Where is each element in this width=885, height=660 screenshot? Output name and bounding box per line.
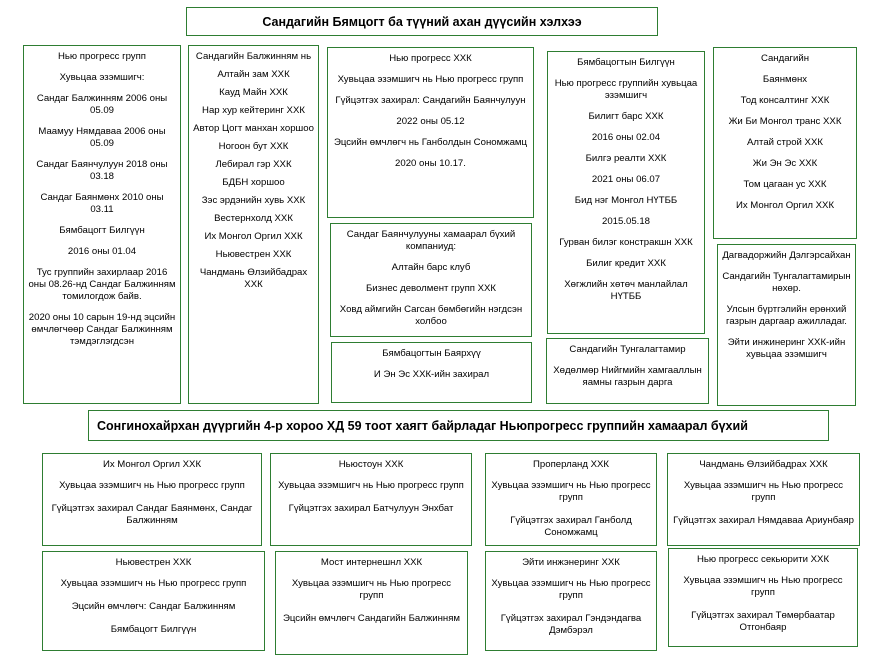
box-heading: Мост интернешнл ХХК: [320, 557, 423, 568]
box-most-international: [275, 551, 468, 655]
box-text-line: Хувьцаа эзэмшигч нь Нью прогресс групп: [60, 577, 247, 589]
box-text-line: Ховд аймгийн Сагсан бөмбөгийн нэгдсэн холбоо: [339, 303, 523, 327]
box-text-line: Гүйцэтгэх захирал Гэндэндагва Дэмбэрэл: [500, 612, 642, 636]
box-text-line: Гүйцэтгэх захирал Нямдаваа Ариунбаяр: [673, 514, 854, 526]
box-text-line: Сандаг Баянмөнх 2010 оны 03.11: [40, 191, 164, 215]
box-heading: Их Монгол Оргил ХХК: [102, 459, 202, 470]
box-heading: Бямбацогтын Билгүүн: [577, 57, 675, 68]
box-text-line: 2016 оны 01.04: [67, 245, 137, 257]
box-bilguun: [547, 51, 705, 334]
box-heading: Ньюстоун ХХК: [338, 459, 404, 470]
box-heading: Чандмань Өлзийбадрах ХХК: [699, 459, 828, 470]
box-text-line: Эцсийн өмчлөгч Сандагийн Балжинням: [283, 612, 460, 624]
box-text-line: Маамуу Нямдаваа 2006 оны 05.09: [38, 125, 166, 149]
box-text-line: Бямбацогт Билгүүн: [59, 224, 145, 236]
box-heading: Сандагийн Тунгалагтамир: [569, 344, 686, 355]
box-tungalagtamir: [546, 338, 709, 404]
box-text-line: БДБН хоршоо: [222, 176, 285, 188]
box-text-line: Зэс эрдэнийн хувь ХХК: [201, 194, 306, 206]
box-text-line: Чандмань Өлзийбадрах ХХК: [199, 266, 308, 290]
box-text-line: Хувьцаа эзэмшигч нь Нью прогресс групп: [337, 73, 524, 85]
diagram-title: Сандагийн Бямцогт ба түүний ахан дүүсийн хэлхээ: [186, 7, 658, 36]
box-eity-engineering: [485, 551, 657, 651]
box-text-line: Том цагаан ус ХХК: [743, 178, 827, 190]
box-text-line: Тод консалтинг ХХК: [740, 94, 830, 106]
box-text-line: 2021 оны 06.07: [591, 173, 661, 185]
box-text-line: Бизнес деволмент групп ХХК: [365, 282, 497, 294]
box-heading: Нью прогресс секьюрити ХХК: [696, 554, 830, 565]
box-text-line: Гүйцэтгэх захирал Төмөрбаатар Отгонбаяр: [691, 609, 835, 633]
box-text-line: 2015.05.18: [601, 215, 650, 227]
box-heading: Дагвадоржийн Дэлгэрсайхан: [722, 250, 851, 261]
box-text-line: Гүйцэтгэх захирал Сандаг Баянмөнх, Сандаг Балжинням: [51, 502, 253, 526]
box-text-line: Хөдөлмөр Нийгмийн хамгааллын яамны газрын дарга: [553, 364, 702, 388]
box-heading: Ньювестрен ХХК: [115, 557, 192, 568]
box-ikh-mongol-orgil: [42, 453, 262, 546]
box-text-line: Хувьцаа эзэмшигч нь Нью прогресс групп: [278, 479, 464, 491]
box-text-line: Эцсийн өмчлөгч: Сандаг Балжинням: [71, 600, 236, 612]
box-properland: [485, 453, 657, 546]
box-heading: Эйти инжэнеринг ХХК: [522, 557, 620, 568]
box-newwestern: [42, 551, 265, 651]
box-bayanmunkh: [713, 47, 857, 239]
box-text-line: Эйти инжинеринг ХХК-ийн хувьцаа эзэмшигч: [727, 336, 846, 360]
box-new-progress-security: [668, 548, 858, 647]
box-newstone: [270, 453, 472, 546]
box-text-line: Хувьцаа эзэмшигч нь Нью прогресс групп: [491, 577, 651, 601]
box-text-line: Гүйцэтгэх захирал Батчулуун Энхбат: [288, 502, 454, 514]
box-text-line: Гүйцэтгэх захирал: Сандагийн Баянчулуун: [335, 94, 526, 106]
box-text-line: Автор Цогт манхан хоршоо: [193, 122, 314, 134]
box-text-line: Билигт барс ХХК: [588, 110, 664, 122]
box-text-line: Хөгжлийн хөтөч манлайлал НҮТББ: [564, 278, 688, 302]
box-baljinnyam: [188, 45, 319, 404]
box-heading: Сандагийн: [760, 53, 810, 64]
box-text-line: 2016 оны 02.04: [591, 131, 661, 143]
box-text-line: Их Монгол Оргил ХХК: [204, 230, 303, 242]
box-text-line: Хувьцаа эзэмшигч нь Нью прогресс групп: [683, 574, 843, 598]
box-text-line: И Эн Эс ХХК-ийн захирал: [373, 368, 490, 380]
box-text-line: Сандаг Баянчулуун 2018 оны 03.18: [36, 158, 168, 182]
box-text-line: Жи Би Монгол транс ХХК: [728, 115, 842, 127]
subtitle: Сонгинохайрхан дүүргийн 4-р хороо ХД 59 тоот хаягт байрладаг Ньюпрогресс группийн хамаарал бүхий: [88, 410, 829, 441]
box-heading: Проперланд ХХК: [533, 459, 609, 470]
box-text-line: Билгэ реалти ХХК: [585, 152, 667, 164]
box-text-line: Алтайн барс клуб: [391, 261, 471, 273]
box-text-line: Лебирал гэр ХХК: [215, 158, 292, 170]
box-heading: Бямбацогтын Баярхүү: [382, 348, 481, 359]
box-text-line: Сандаг Балжинням 2006 оны 05.09: [36, 92, 168, 116]
box-text-line: Хувьцаа эзэмшигч:: [59, 71, 145, 83]
box-text-line: Тус группийн захирлаар 2016 оны 08.26-нд Сандаг Балжинням томилогдож байв.: [28, 266, 176, 302]
box-delgersaikhan: [717, 244, 856, 406]
box-text-line: 2020 оны 10.17.: [395, 157, 466, 169]
box-text-line: Хувьцаа эзэмшигч нь Нью прогресс групп: [59, 479, 245, 491]
box-text-line: Эцсийн өмчлөгч нь Ганболдын Сономжамц: [333, 136, 528, 148]
box-text-line: Хувьцаа эзэмшигч нь Нью прогресс групп: [291, 577, 452, 601]
box-heading: Нью прогресс ХХК: [389, 53, 472, 64]
box-bayanchuluun-companies: [330, 223, 532, 337]
box-text-line: Хувьцаа эзэмшигч нь Нью прогресс групп: [491, 479, 651, 503]
box-text-line: Ньювестрен ХХК: [215, 248, 292, 260]
box-text-line: Ногоон бут ХХК: [218, 140, 289, 152]
box-new-progress-group: [23, 45, 181, 404]
box-text-line: Алтайн зам ХХК: [217, 68, 290, 80]
box-text-line: Вестернхолд ХХК: [214, 212, 293, 224]
box-text-line: Кауд Майн ХХК: [219, 86, 288, 98]
box-text-line: Хувьцаа эзэмшигч нь Нью прогресс групп: [683, 479, 844, 503]
box-heading: Нью прогресс групп: [58, 51, 146, 62]
box-bayarkhuu: [331, 342, 532, 403]
box-text-line: Нар хур кейтеринг ХХК: [202, 104, 305, 116]
box-heading: Сандаг Баянчулууны хамаарал бүхий компаниуд:: [346, 229, 516, 252]
box-chandmani: [667, 453, 860, 546]
box-text-line: Гүйцэтгэх захирал Ганболд Сономжамц: [510, 514, 632, 538]
box-text-line: Жи Эн Эс ХХК: [752, 157, 818, 169]
box-text-line: Бямбацогт Билгүүн: [110, 623, 197, 635]
box-text-line: Алтай строй ХХК: [747, 136, 823, 148]
box-text-line: Баянмөнх: [762, 73, 808, 85]
box-text-line: Сандагийн Тунгалагтамирын нөхөр.: [722, 270, 851, 294]
box-text-line: Гурван билэг констракшн ХХК: [559, 236, 693, 248]
box-text-line: Улсын бүртгэлийн ерөнхий газрын даргаар ажилладаг.: [726, 303, 847, 327]
box-text-line: Их Монгол Оргил ХХК: [735, 199, 835, 211]
box-text-line: Билиг кредит ХХК: [586, 257, 666, 269]
box-new-progress-llc: [327, 47, 534, 218]
box-text-line: 2022 оны 05.12: [396, 115, 465, 127]
box-text-line: 2020 оны 10 сарын 19-нд эцсийн өмчлөгчөөр Сандаг Балжинням тэмдэглэгдсэн: [28, 311, 176, 347]
box-text-line: Нью прогресс группийн хувьцаа эзэмшигч: [554, 77, 698, 101]
box-text-line: Бид нэг Монгол НҮТББ: [574, 194, 678, 206]
box-heading: Сандагийн Балжинням нь: [195, 51, 312, 62]
